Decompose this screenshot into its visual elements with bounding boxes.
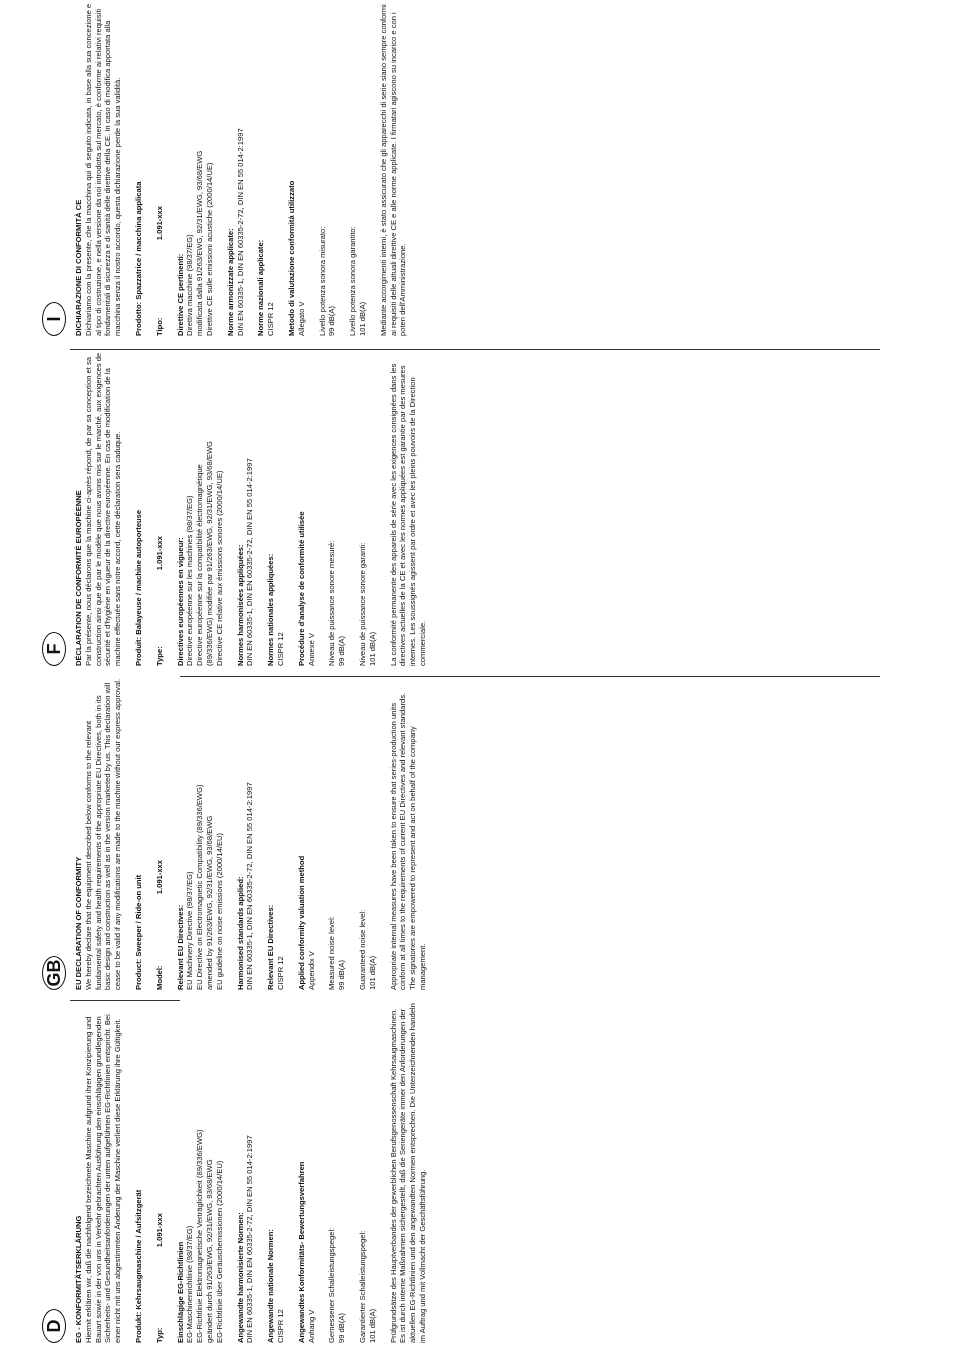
section-f xyxy=(0,350,954,674)
type-value: 1.091-xxx xyxy=(154,206,164,241)
directive-item: EG-Richtlinie Elektromagnetische Verträglichkeit (89/336/EWG) xyxy=(195,1129,205,1343)
directives-block xyxy=(176,1003,225,1343)
declaration-title: DÉCLARATION DE CONFORMITÉ EUROPÉENNE xyxy=(74,490,83,666)
declaration-title: EG - KONFORMITÄTSERKLÄRUNG xyxy=(74,1215,83,1343)
product-line: Produkt: Kehrsaugmaschine / Aufsitzgerät xyxy=(133,1189,143,1343)
directive-item: Directive CE relative aux émissions sonores (2000/14/UE) xyxy=(214,470,224,666)
language-badge-f: F xyxy=(42,632,66,666)
directive-item: Direttiva macchine (98/37/EG) xyxy=(185,234,195,336)
section-gb-text xyxy=(74,678,439,990)
declaration-intro: Par la présente, nous déclarons que la machine ci-après répond, de par sa conception et sa construction ainsi que de par le modèle que nous avons mis sur le marché, aux exigences de sécurité et d'hygiène en vigueur de la directive européenne. En cas de modification de la machine effectuée sans notre accord, cette déclaration sera caduque. xyxy=(83,352,123,666)
measured-label: Niveau de puissance sonore mesuré: xyxy=(327,540,337,666)
method-value: Annexe V xyxy=(306,633,316,666)
language-badge-gb: GB xyxy=(42,956,66,990)
directives-block xyxy=(176,352,225,666)
national-standards: CISPR 12 xyxy=(266,302,276,336)
method-block xyxy=(287,2,307,336)
product-line: Prodotto: Spazzatrice / macchina applicata xyxy=(133,181,143,336)
national-standards: CISPR 12 xyxy=(275,956,285,990)
measured-value: 99 dB(A) xyxy=(337,1313,347,1343)
type-label: Type: xyxy=(154,646,164,666)
type-label: Model: xyxy=(154,965,164,990)
declaration-title: DICHIARAZIONE DI CONFORMITÀ CE xyxy=(74,199,83,336)
measured-value: 99 dB(A) xyxy=(337,636,347,666)
type-row xyxy=(155,536,165,666)
guaranteed-block xyxy=(358,1003,378,1343)
type-label: Typ: xyxy=(154,1327,164,1343)
section-f-text xyxy=(74,352,439,666)
harmonised-standards: DIN EN 60335-1, DIN EN 60335-2-72, DIN EN 55 014-2:1997 xyxy=(245,782,255,990)
harmonised-block xyxy=(236,1003,256,1343)
method-block xyxy=(297,352,317,666)
directive-item: amended by 91/263/EWG, 92/31/EWG, 93/68/EWG xyxy=(204,815,214,990)
declaration-intro: Dichiariamo con la presente, che la macchina qui di seguito indicata, in base alla sua concezione e al tipo di costruzione, e nella versione da noi introdotta sul mercato, è conforme ai relativi requisiti fondamentali di sicurezza e di sanità delle direttive della CE. In caso di modifica apportata alla macchina senza il nostro accordo, questa dichiarazione perde la sua validità. xyxy=(83,3,123,336)
section-divider xyxy=(70,1000,180,1001)
national-title: Relevant EU Directives: xyxy=(266,904,276,990)
harmonised-title: Norme armonizzate applicate: xyxy=(225,228,235,336)
national-block xyxy=(256,2,276,336)
national-block xyxy=(266,678,286,990)
section-divider xyxy=(70,349,880,350)
national-block xyxy=(266,352,286,666)
harmonised-standards: DIN EN 60335-1, DIN EN 60335-2-72, DIN EN 55 014-2:1997 xyxy=(245,1135,255,1343)
national-block xyxy=(266,1003,286,1343)
type-row xyxy=(155,860,165,990)
directives-title: Direttive CE pertinenti: xyxy=(175,253,185,336)
directives-title: Einschlägige EG-Richtlinien xyxy=(175,1241,185,1343)
directive-item: Directive européenne sur les machines (98/37/EG) xyxy=(185,495,195,666)
type-label: Tipo: xyxy=(154,317,164,336)
language-badge-d: D xyxy=(42,1309,66,1343)
harmonised-block xyxy=(226,2,246,336)
type-value: 1.091-xxx xyxy=(154,1213,164,1248)
directive-item: Directive européenne sur la compatibilité électromagnétique xyxy=(195,464,205,666)
method-value: Anhang V xyxy=(306,1309,316,1343)
harmonised-block xyxy=(236,352,256,666)
measured-value: 99 dB(A) xyxy=(327,306,337,336)
guaranteed-value: 101 dB(A) xyxy=(367,1308,377,1343)
guaranteed-value: 101 dB(A) xyxy=(367,631,377,666)
measured-block xyxy=(318,2,338,336)
type-value: 1.091-xxx xyxy=(154,860,164,895)
method-title: Metodo di valutazione conformità utilizzato xyxy=(286,180,296,336)
guaranteed-value: 101 dB(A) xyxy=(367,955,377,990)
harmonised-block xyxy=(236,678,256,990)
section-d xyxy=(0,1000,954,1351)
measured-block xyxy=(327,678,347,990)
national-title: Norme nazionali applicate: xyxy=(256,239,266,336)
closing-text: Appropriate internal measures have been taken to ensure that series-production units conform at all times to the requirements of current EU Directives and relevant standards. The signatories are empowered to represent and act on behalf of the company management. xyxy=(388,692,427,990)
guaranteed-block xyxy=(348,2,368,336)
directives-block xyxy=(176,2,215,336)
closing-text: Prüfgrundsätze des Hauptverbandes der gewerblichen Berufsgenossenschaft Kehrsaugmaschinen. Es ist durch interne Maßnahmen sichergestellt, daß die Seriengeräte immer den Anforderungen der aktuellen EG-Richtlinien und den angewandten Normen entsprechen. Die Unterzeichnenden handeln im Auftrag und mit Vollmacht der Geschäftsführung. xyxy=(388,1003,427,1343)
directive-item: EU Machinery Directive (98/37/EG) xyxy=(185,871,195,990)
declaration-intro: Hiermit erklären wir, daß die nachfolgend bezeichnete Maschine aufgrund ihrer Konzipierung und Bauart sowie in der von uns in Verkehr gebrachten Ausführung den einschlägigen grundlegenden Sicherheits- und Gesundheitsanforderungen der unten aufgeführten EG-Richtlinien entspricht. Bei einer nicht mit uns abgestimmten Änderung der Maschine verliert diese Erklärung ihre Gültigkeit. xyxy=(83,1014,123,1343)
measured-block xyxy=(327,1003,347,1343)
national-title: Angewandte nationale Normen: xyxy=(266,1229,276,1343)
directives-title: Relevant EU Directives: xyxy=(175,904,185,990)
national-standards: CISPR 12 xyxy=(275,632,285,666)
guaranteed-label: Livello potenza sonora garantito: xyxy=(348,226,358,336)
method-value: Appendix V xyxy=(306,951,316,990)
guaranteed-value: 101 dB(A) xyxy=(357,301,367,336)
product-line: Produit: Balayeuse / machine autoporteuse xyxy=(133,509,143,666)
directives-block xyxy=(176,678,225,990)
section-i xyxy=(0,0,954,348)
directive-item: EU guideline on noise emissions (2000/14/EU) xyxy=(214,832,224,990)
closing-text: La conformité permanente des appareils de série avec les exigences consignées dans les directives actuelles de la CE et avec les normes appliquées est garantie par des mesures internes. Les soussignés agissent par ordre et avec les pleins pouvoirs de la Direction commerciale. xyxy=(388,363,427,666)
declaration-title: EU DECLARATION OF CONFORMITY xyxy=(74,856,83,990)
directive-item: modificata dalla 91/263/EWG, 92/31/EWG, 93/68/EWG xyxy=(195,150,205,336)
measured-value: 99 dB(A) xyxy=(337,960,347,990)
method-value: Allegato V xyxy=(296,301,306,336)
section-d-text xyxy=(74,1003,439,1343)
method-title: Procédure d'analyse de conformité utilisée xyxy=(296,511,306,666)
guaranteed-block xyxy=(358,678,378,990)
directive-item: (89/336/EWG) modifiée par 91/263/EWG, 92/31/EWG, 93/68/EWG xyxy=(204,441,214,666)
measured-label: Livello potenza sonora misurato: xyxy=(317,226,327,336)
measured-block xyxy=(327,352,347,666)
directive-item: EG-Richtlinie über Geräuschemissionen (2000/14/EU) xyxy=(214,1160,224,1343)
harmonised-title: Normes harmonisées appliquées: xyxy=(235,544,245,666)
measured-label: Gemessener Schalleistungspegel: xyxy=(327,1227,337,1343)
section-i-text xyxy=(74,2,419,336)
guaranteed-label: Garantierter Schalleistungspegel: xyxy=(357,1230,367,1343)
method-title: Angewandtes Konformitäts- Bewertungsverfahren xyxy=(296,1161,306,1343)
directive-item: EG-Maschinenrichtlinie (98/37/EG) xyxy=(185,1225,195,1343)
directive-item: Direttive CE sulle emissioni acustiche (2000/14/UE) xyxy=(204,162,214,336)
section-gb xyxy=(0,676,954,998)
method-title: Applied conformity valuation method xyxy=(296,855,306,990)
harmonised-standards: DIN EN 60335-1, DIN EN 60335-2-72, DIN EN 55 014-2:1997 xyxy=(235,128,245,336)
national-standards: CISPR 12 xyxy=(275,1309,285,1343)
closing-text: Mediante accorgimenti interni, è stato assicurato che gli apparecchi di serie siano sempre conformi ai requisiti delle attuali direttive CE e alle norme applicate. I firmatari agiscono su incarico e con i poteri dell'Amministrazione. xyxy=(378,4,408,336)
harmonised-title: Harmonised standards applied: xyxy=(235,876,245,990)
guaranteed-label: Guaranteed noise level: xyxy=(357,909,367,990)
national-title: Normes nationales appliquées: xyxy=(266,553,276,666)
harmonised-title: Angewandte harmonisierte Normen: xyxy=(235,1212,245,1343)
measured-label: Measured noise level: xyxy=(327,916,337,990)
type-row xyxy=(155,206,165,336)
method-block xyxy=(297,1003,317,1343)
language-badge-i: I xyxy=(42,302,66,336)
product-line: Product: Sweeper / Ride-on unit xyxy=(133,874,143,990)
type-row xyxy=(155,1213,165,1343)
section-divider xyxy=(180,676,880,677)
directive-item: EU Directive on Electromagnetic Compatibility (89/336/EWG) xyxy=(195,784,205,990)
declaration-intro: We hereby declare that the equipment described below conforms to the relevant fundamental safety and health requirements of the appropriate EU Directives, both in its basic design and construction as well as in the version marketed by us. This declaration will cease to be valid if any modifications are made to the machine without our express approval. xyxy=(83,678,123,990)
method-block xyxy=(297,678,317,990)
guaranteed-label: Niveau de puissance sonore garanti: xyxy=(357,542,367,666)
guaranteed-block xyxy=(358,352,378,666)
harmonised-standards: DIN EN 60335-1, DIN EN 60335-2-72, DIN EN 55 014-2:1997 xyxy=(245,458,255,666)
type-value: 1.091-xxx xyxy=(154,536,164,571)
directives-title: Directives européennes en vigueur: xyxy=(175,537,185,666)
directive-item: geändert durch 91/263/EWG, 92/31/EWG, 93/68/EWG xyxy=(204,1159,214,1343)
